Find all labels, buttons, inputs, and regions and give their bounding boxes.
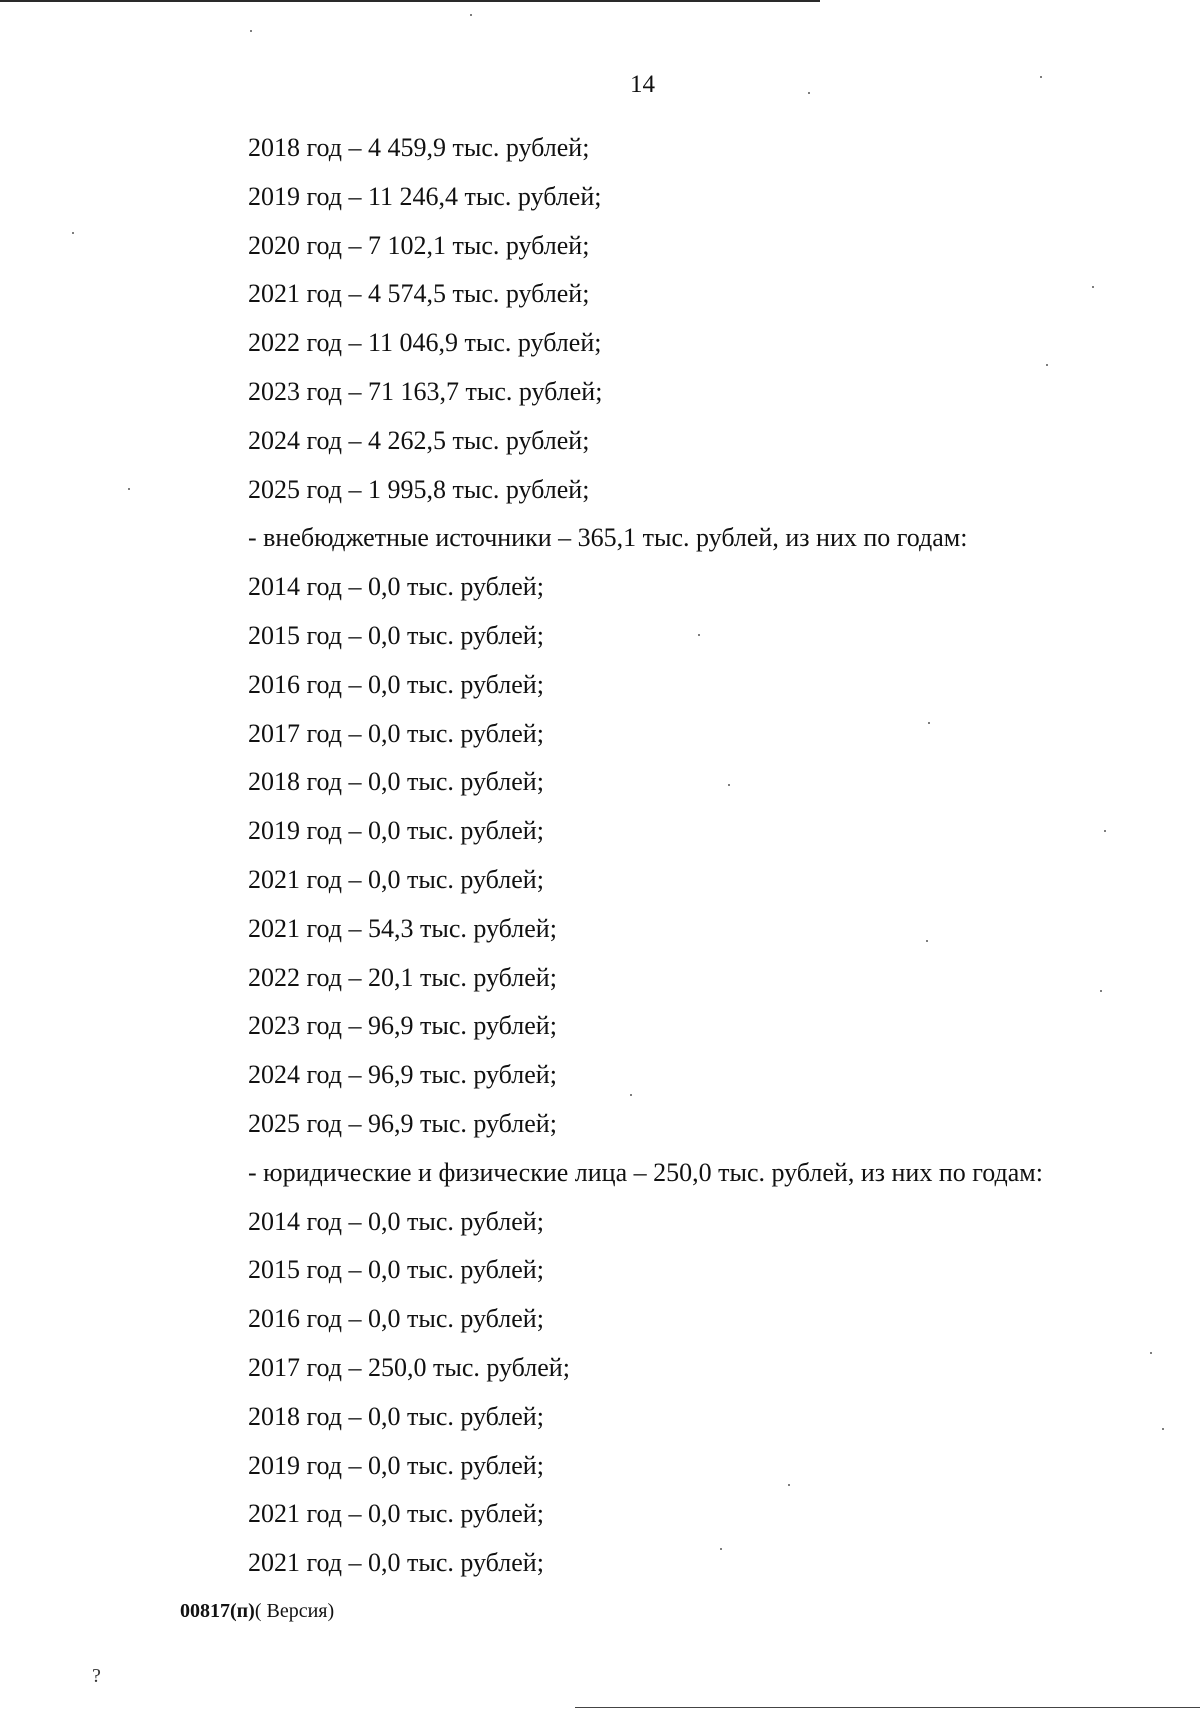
funding-line: 2018 год – 4 459,9 тыс. рублей; — [248, 133, 590, 162]
funding-line: 2014 год – 0,0 тыс. рублей; — [248, 1206, 544, 1236]
scan-speck — [470, 14, 472, 16]
funding-line: 2021 год – 0,0 тыс. рублей; — [248, 864, 544, 894]
funding-line: 2019 год – 0,0 тыс. рублей; — [248, 1450, 544, 1480]
scan-speck — [728, 784, 730, 786]
scan-speck — [698, 634, 700, 636]
funding-line: 2016 год – 0,0 тыс. рублей; — [248, 1304, 544, 1334]
funding-lines-list — [248, 124, 1043, 1588]
scan-speck — [1162, 1428, 1164, 1430]
funding-line: 2022 год – 11 046,9 тыс. рублей; — [248, 328, 602, 358]
scan-speck — [1100, 990, 1102, 992]
funding-line: 2021 год – 4 574,5 тыс. рублей; — [248, 279, 590, 309]
footer-document-code — [180, 1597, 334, 1625]
corner-mark: ? — [92, 1665, 101, 1687]
funding-line: 2018 год – 0,0 тыс. рублей; — [248, 1401, 544, 1431]
footer-code: 00817(п) — [180, 1600, 255, 1622]
scan-speck — [72, 232, 74, 234]
scan-speck — [928, 722, 930, 724]
scan-speck — [1040, 76, 1042, 78]
funding-line: 2024 год – 4 262,5 тыс. рублей; — [248, 425, 590, 455]
bottom-scan-edge — [575, 1707, 1200, 1708]
scan-speck — [1046, 364, 1048, 366]
funding-line: 2021 год – 0,0 тыс. рублей; — [248, 1548, 544, 1578]
scan-speck — [808, 92, 810, 94]
funding-line: 2017 год – 250,0 тыс. рублей; — [248, 1352, 570, 1382]
funding-line: 2025 год – 1 995,8 тыс. рублей; — [248, 474, 590, 504]
funding-line: - внебюджетные источники – 365,1 тыс. рублей, из них по годам: — [248, 523, 968, 553]
page-number: 14 — [630, 71, 655, 98]
scan-speck — [630, 1094, 632, 1096]
funding-line: 2019 год – 11 246,4 тыс. рублей; — [248, 181, 602, 211]
funding-line: 2025 год – 96,9 тыс. рублей; — [248, 1108, 557, 1138]
scan-speck — [1104, 830, 1106, 832]
funding-line: 2015 год – 0,0 тыс. рублей; — [248, 1255, 544, 1285]
funding-line: - юридические и физические лица – 250,0 тыс. рублей, из них по годам: — [248, 1157, 1043, 1187]
funding-line: 2024 год – 96,9 тыс. рублей; — [248, 1060, 557, 1090]
scan-speck — [128, 488, 130, 490]
funding-line: 2018 год – 0,0 тыс. рублей; — [248, 767, 544, 797]
funding-line: 2021 год – 0,0 тыс. рублей; — [248, 1499, 544, 1529]
funding-line: 2020 год – 7 102,1 тыс. рублей; — [248, 230, 590, 260]
scan-speck — [1092, 286, 1094, 288]
scan-speck — [720, 1548, 722, 1550]
scan-speck — [250, 30, 252, 32]
scan-speck — [1150, 1352, 1152, 1354]
funding-line: 2015 год – 0,0 тыс. рублей; — [248, 620, 544, 650]
scan-speck — [788, 1484, 790, 1486]
footer-version: ( Версия) — [254, 1600, 335, 1622]
funding-line: 2016 год – 0,0 тыс. рублей; — [248, 669, 544, 699]
top-scan-edge — [0, 0, 820, 2]
funding-line: 2023 год – 96,9 тыс. рублей; — [248, 1011, 557, 1041]
scan-speck — [926, 940, 928, 942]
funding-line: 2023 год – 71 163,7 тыс. рублей; — [248, 376, 603, 406]
funding-line: 2017 год – 0,0 тыс. рублей; — [248, 718, 544, 748]
funding-line: 2022 год – 20,1 тыс. рублей; — [248, 962, 557, 992]
funding-line: 2021 год – 54,3 тыс. рублей; — [248, 913, 557, 943]
funding-line: 2019 год – 0,0 тыс. рублей; — [248, 816, 544, 846]
funding-line: 2014 год – 0,0 тыс. рублей; — [248, 572, 544, 602]
